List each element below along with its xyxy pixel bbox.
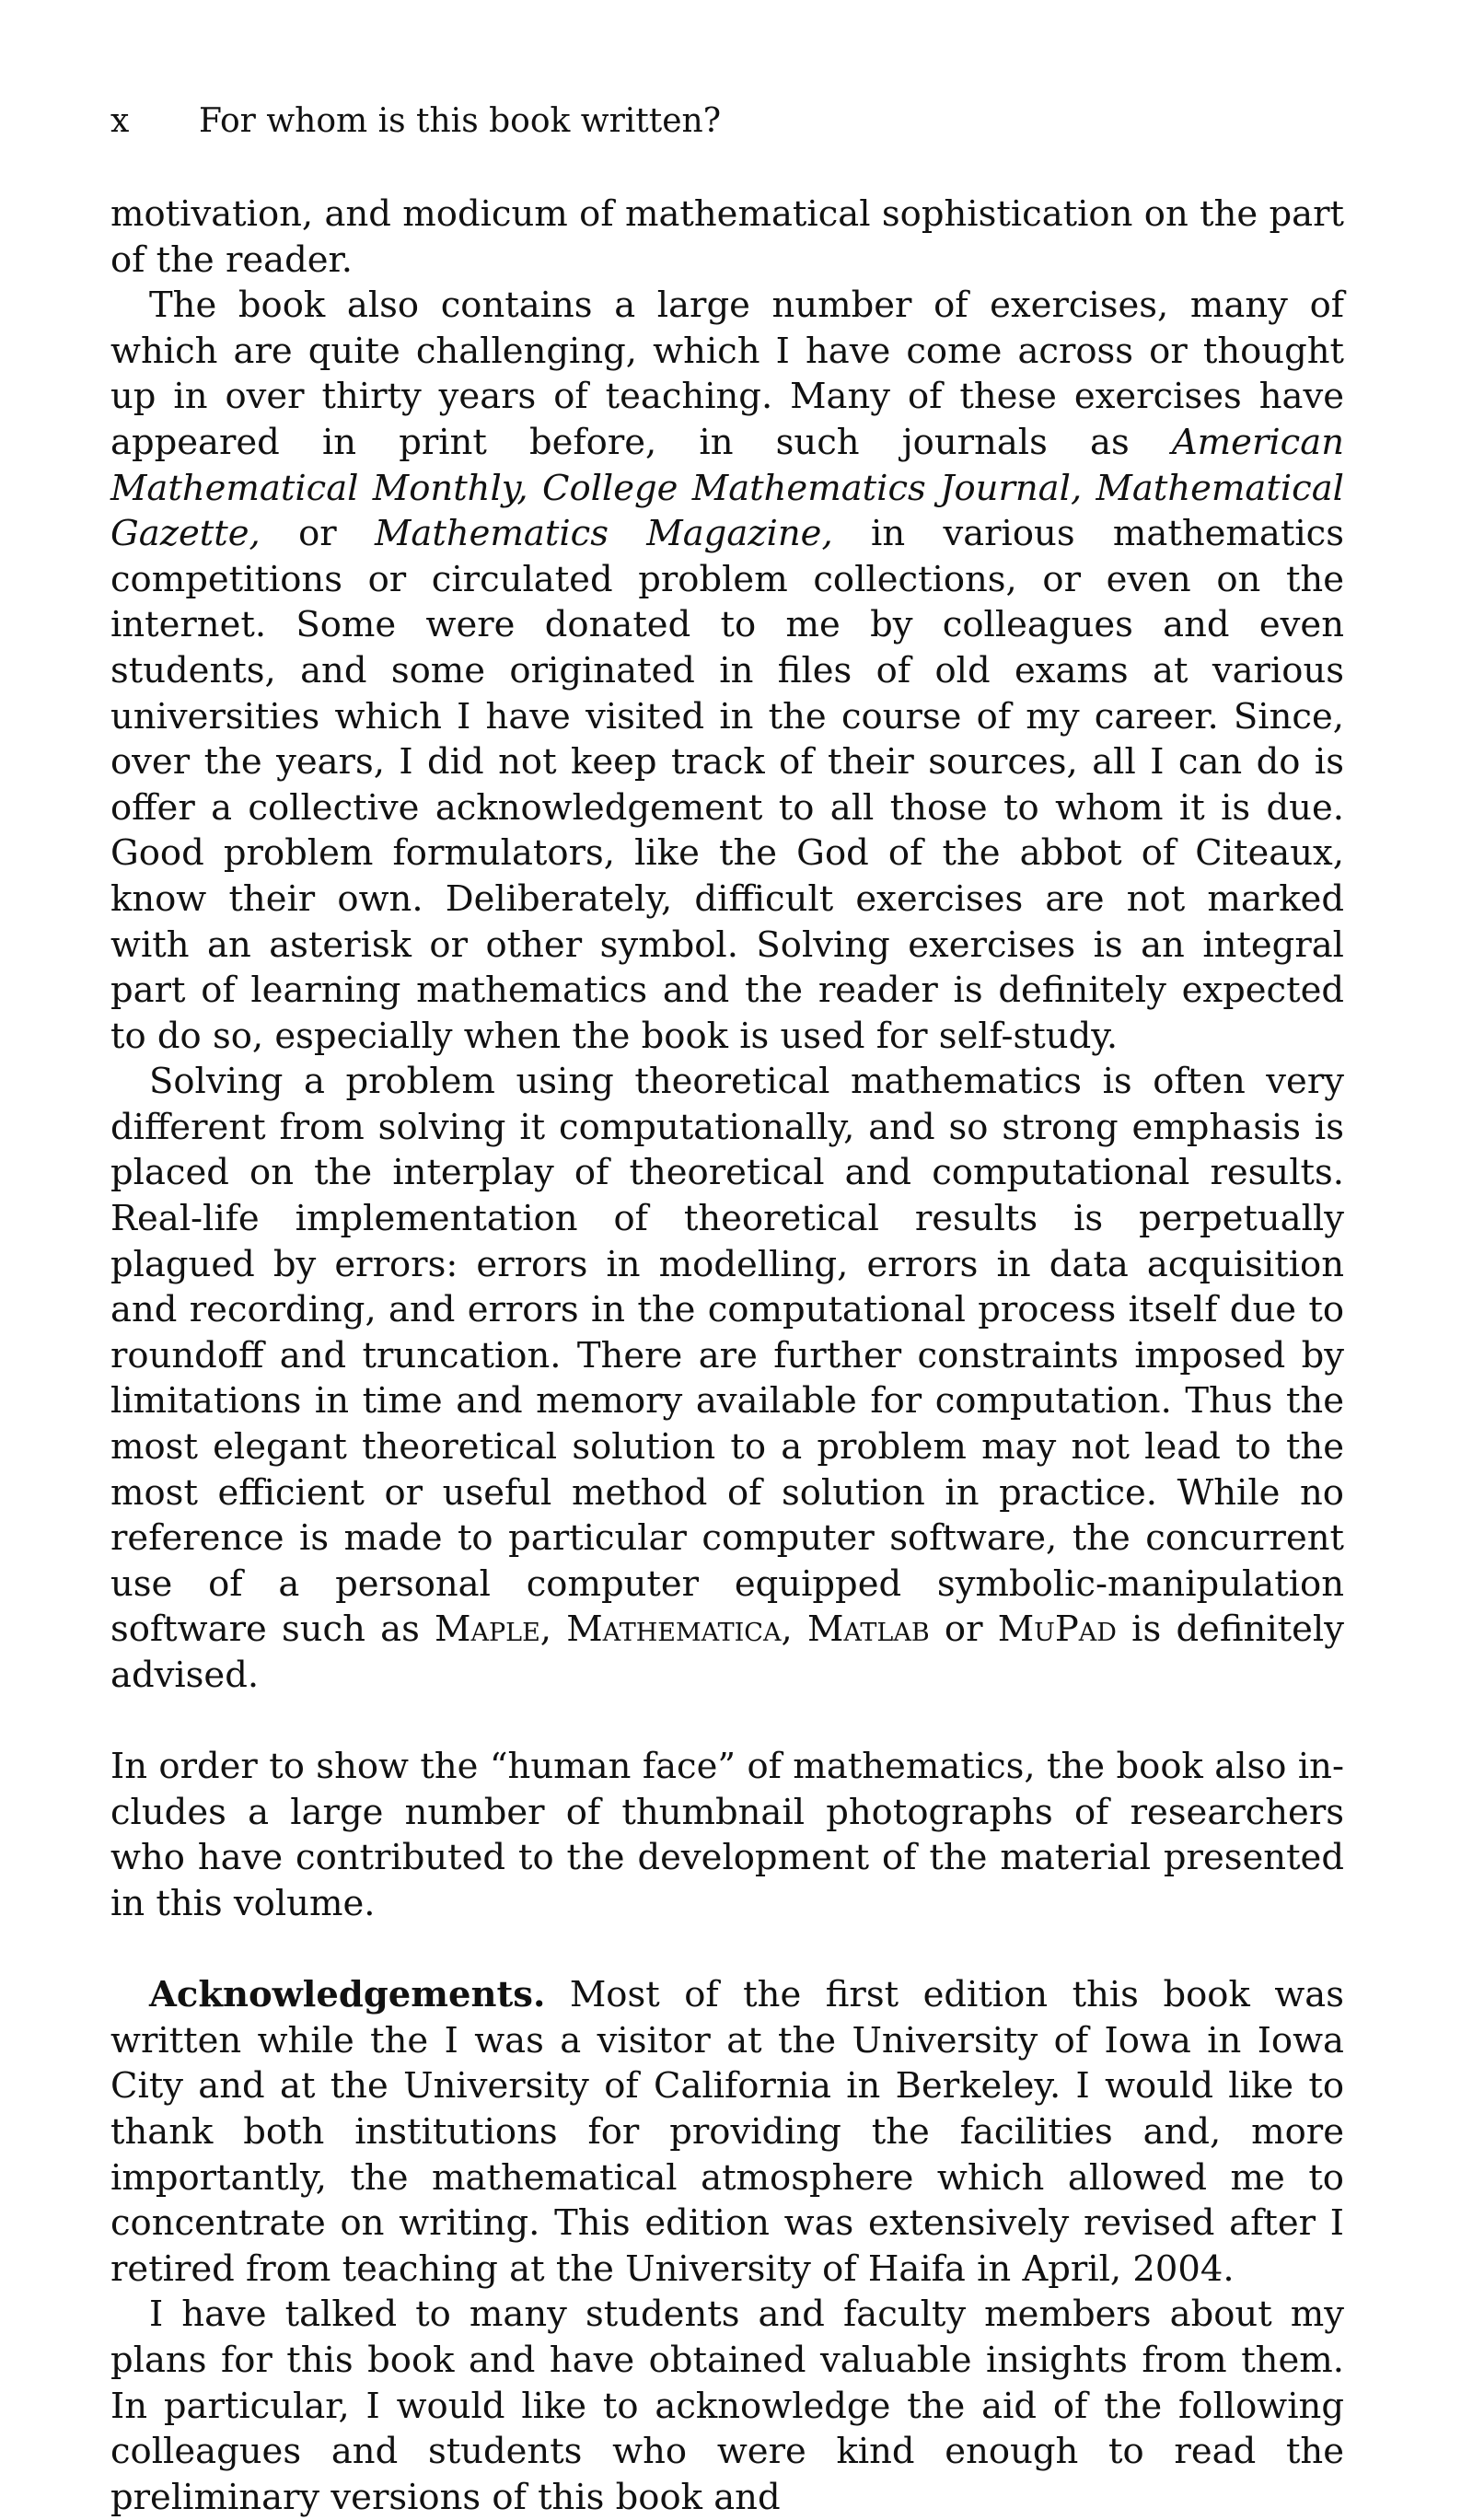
paragraph-computation: Solving a problem using theoretical mathematics is often very different from solving it computationally, and so strong emphasis is placed on the interplay of theoretical and computational results. Real-life implementation of theoretical results is perpetually plagued by errors: errors in modelling, errors in data acquisition and recording, and errors in the computational process itself due to roundoff and truncation. There are further constraints imposed by limitations in time and memory available for computation. Thus the most elegant theoretical solution to a problem may not lead to the most efficient or useful method of solution in practice. While no reference is made to particular computer software, the concurrent use of a personal computer equipped symbolic-manipulation software such as Maple, Mathematica, Matlab or MuPad is definitely advised. [110,1061,1344,1696]
paragraph-gap [110,1699,1344,1745]
paragraph-text: or [260,513,375,555]
running-head [110,99,721,144]
paragraph-text: In order to show the “human face” of mathematics, the book also includes a large number of thumbnail photographs of researchers who have contributed to the development of the material presented in this volume. [110,1746,1344,1924]
paragraph-text: in various mathematics competitions or circulated problem collections, or even on the internet. Some were donated to me by colleagues and even students, and some originated in files of old exams at various universities which I have visited in the course of my career. Since, over the years, I did not keep track of their sources, all I can do is offer a collective acknowledgement to all those to whom it is due. Good problem formulators, like the God of the abbot of Citeaux, know their own. Deliberately, difficult exercises are not marked with an asterisk or other symbol. Solving exercises is an integral part of learning mathematics and the reader is definitely expected to do so, especially when the book is used for self-study. [110,513,1344,1057]
paragraph-human-face [110,1744,1344,1926]
software-name: Maple [435,1608,540,1651]
paragraph-acknowledgements [110,1972,1344,2292]
body-text [110,192,1344,2520]
paragraph-text: is definitely advised. [110,1608,1344,1696]
paragraph-text: I have talked to many students and faculty members about my plans for this book and have obtained valuable insights from them. In particular, I would like to acknowledge the aid of the following colleagues and students who were kind enough to read the preliminary versions of this book and [110,2294,1344,2518]
paragraph-text: Most of the first edition this book was written while the I was a visitor at the University of Iowa in Iowa City and at the University of California in Berkeley. I would like to thank both institutions for providing the facilities and, more importantly, the mathematical atmosphere which allowed me to concentrate on writing. This edition was extensively revised after I retired from teaching at the University of Haifa in April, 2004. [110,1974,1344,2290]
paragraph-continuation [110,192,1344,283]
journal-title: Mathematical Gazette, [110,467,1344,555]
software-name: Matlab [806,1608,930,1651]
software-name: MuPad [997,1608,1117,1651]
paragraph-text: Solving a problem using theoretical mathematics is often very different from solving it computationally, and so strong emphasis is placed on the interplay of theoretical and computational results. Real-life implementation of theoretical results is perpetually plagued by errors: errors in modelling, errors in data acquisition and recording, and errors in the computational process itself due to roundoff and truncation. There are further constraints imposed by limitations in time and memory available for computation. Thus the most elegant theoretical solution to a problem may not lead to the most efficient or useful method of solution in practice. While no reference is made to particular computer software, the concurrent use of a personal computer equipped symbolic-manipulation software such as [110,1061,1344,1651]
journal-title: Mathematics Magazine, [374,513,833,555]
software-name: Mathematica [566,1608,782,1651]
journal-title: American Mathematical Monthly, [110,421,1344,509]
running-title: For whom is this book written? [199,102,722,140]
section-heading: Acknowledgements. [149,1974,546,2016]
paragraph-exercises [110,283,1344,1059]
paragraph-text: motivation, and modicum of mathematical sophistication on the part of the reader. [110,193,1344,281]
page-number: x [110,102,130,140]
paragraph-text: The book also contains a large number of exercises, many of which are quite challenging, which I have come across or thought up in over thirty years of teaching. Many of these exercises have appeared in print before, in such journals as [110,285,1344,463]
paragraph-thanks [110,2292,1344,2520]
journal-title: College Mathematics Journal, [541,467,1083,509]
paragraph-gap [110,1927,1344,1973]
